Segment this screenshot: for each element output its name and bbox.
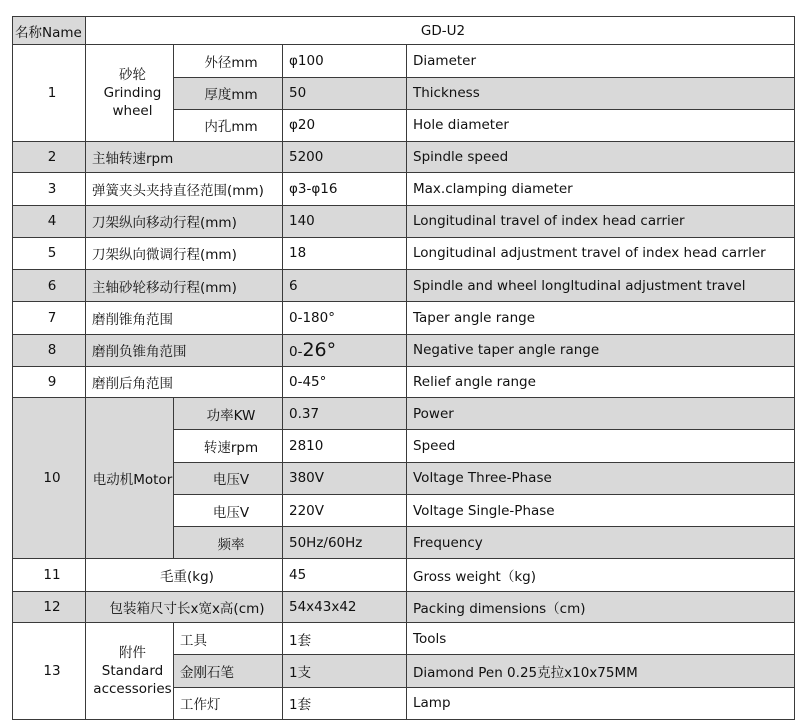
table-row: [13, 334, 795, 366]
row-number: 8: [13, 334, 86, 366]
row-number: 1: [13, 45, 86, 142]
param-zh: 毛重(kg): [86, 559, 283, 591]
param-zh: 电压V: [174, 462, 283, 494]
row-number: 5: [13, 237, 86, 269]
group-label-grinding-wheel: 砂轮 Grinding wheel: [86, 45, 174, 142]
param-zh: 金刚石笔: [174, 655, 283, 687]
param-en: Spindle and wheel longltudinal adjustment travel: [407, 270, 795, 302]
param-value: 1套: [283, 623, 407, 655]
table-row: [13, 591, 795, 622]
table-row: [13, 302, 795, 334]
table-row: [13, 237, 795, 269]
param-value: 50: [283, 77, 407, 109]
param-en: Negative taper angle range: [407, 334, 795, 366]
param-en: Thickness: [407, 77, 795, 109]
param-en: Taper angle range: [407, 302, 795, 334]
name-header: 名称Name: [13, 17, 86, 45]
param-en: Frequency: [407, 527, 795, 559]
param-value: 45: [283, 559, 407, 591]
param-zh: 刀架纵向移动行程(mm): [86, 205, 283, 237]
group-label-accessories: 附件 Standard accessories: [86, 623, 174, 720]
param-zh: 主轴转速rpm: [86, 142, 283, 173]
spec-table: [12, 16, 795, 720]
param-zh: 频率: [174, 527, 283, 559]
table-row: [13, 623, 795, 655]
row-number: 6: [13, 270, 86, 302]
param-value: 0-45°: [283, 366, 407, 397]
param-value: φ20: [283, 109, 407, 141]
param-en: Voltage Three-Phase: [407, 462, 795, 494]
param-zh: 磨削后角范围: [86, 366, 283, 397]
param-value: 6: [283, 270, 407, 302]
param-zh: 弹簧夹头夹持直径范围(mm): [86, 173, 283, 205]
param-value: 54x43x42: [283, 591, 407, 622]
param-value: 18: [283, 237, 407, 269]
param-value: 380V: [283, 462, 407, 494]
table-row: [13, 366, 795, 397]
param-en: Gross weight（kg): [407, 559, 795, 591]
table-row: [13, 270, 795, 302]
param-value: φ100: [283, 45, 407, 77]
row-number: 9: [13, 366, 86, 397]
param-value: 1套: [283, 687, 407, 719]
param-zh: 工具: [174, 623, 283, 655]
param-en: Power: [407, 398, 795, 430]
row-number: 10: [13, 398, 86, 559]
row-number: 7: [13, 302, 86, 334]
param-zh: 磨削锥角范围: [86, 302, 283, 334]
param-en: Speed: [407, 430, 795, 462]
table-row: [13, 205, 795, 237]
param-en: Relief angle range: [407, 366, 795, 397]
param-zh: 内孔mm: [174, 109, 283, 141]
param-value: 0-180°: [283, 302, 407, 334]
param-en: Spindle speed: [407, 142, 795, 173]
param-en: Longitudinal travel of index head carrier: [407, 205, 795, 237]
table-row: [13, 45, 795, 77]
param-value: 5200: [283, 142, 407, 173]
param-zh: 刀架纵向微调行程(mm): [86, 237, 283, 269]
group-label-motor: 电动机Motor: [86, 398, 174, 559]
param-value: 140: [283, 205, 407, 237]
model-header: GD-U2: [86, 17, 795, 45]
row-number: 11: [13, 559, 86, 591]
param-en: Diamond Pen 0.25克拉x10x75MM: [407, 655, 795, 687]
row-number: 3: [13, 173, 86, 205]
param-en: Lamp: [407, 687, 795, 719]
param-en: Tools: [407, 623, 795, 655]
param-zh: 包装箱尺寸长x宽x高(cm): [86, 591, 283, 622]
param-value: 2810: [283, 430, 407, 462]
param-value: 0.37: [283, 398, 407, 430]
table-row: [13, 559, 795, 591]
param-zh: 转速rpm: [174, 430, 283, 462]
param-en: Longitudinal adjustment travel of index head carrler: [407, 237, 795, 269]
row-number: 4: [13, 205, 86, 237]
param-zh: 功率KW: [174, 398, 283, 430]
table-row: [13, 398, 795, 430]
param-zh: 外径mm: [174, 45, 283, 77]
param-en: Max.clamping diameter: [407, 173, 795, 205]
table-row: [13, 142, 795, 173]
param-value: 1支: [283, 655, 407, 687]
param-zh: 磨削负锥角范围: [86, 334, 283, 366]
param-en: Diameter: [407, 45, 795, 77]
row-number: 2: [13, 142, 86, 173]
param-zh: 电压V: [174, 494, 283, 526]
param-zh: 厚度mm: [174, 77, 283, 109]
param-value: 0-26°: [283, 334, 407, 366]
param-value: φ3-φ16: [283, 173, 407, 205]
param-en: Voltage Single-Phase: [407, 494, 795, 526]
param-value: 220V: [283, 494, 407, 526]
param-zh: 工作灯: [174, 687, 283, 719]
param-en: Hole diameter: [407, 109, 795, 141]
row-number: 12: [13, 591, 86, 622]
param-en: Packing dimensions（cm): [407, 591, 795, 622]
param-zh: 主轴砂轮移动行程(mm): [86, 270, 283, 302]
row-number: 13: [13, 623, 86, 720]
table-row: [13, 173, 795, 205]
param-value: 50Hz/60Hz: [283, 527, 407, 559]
table-header-row: [13, 17, 795, 45]
